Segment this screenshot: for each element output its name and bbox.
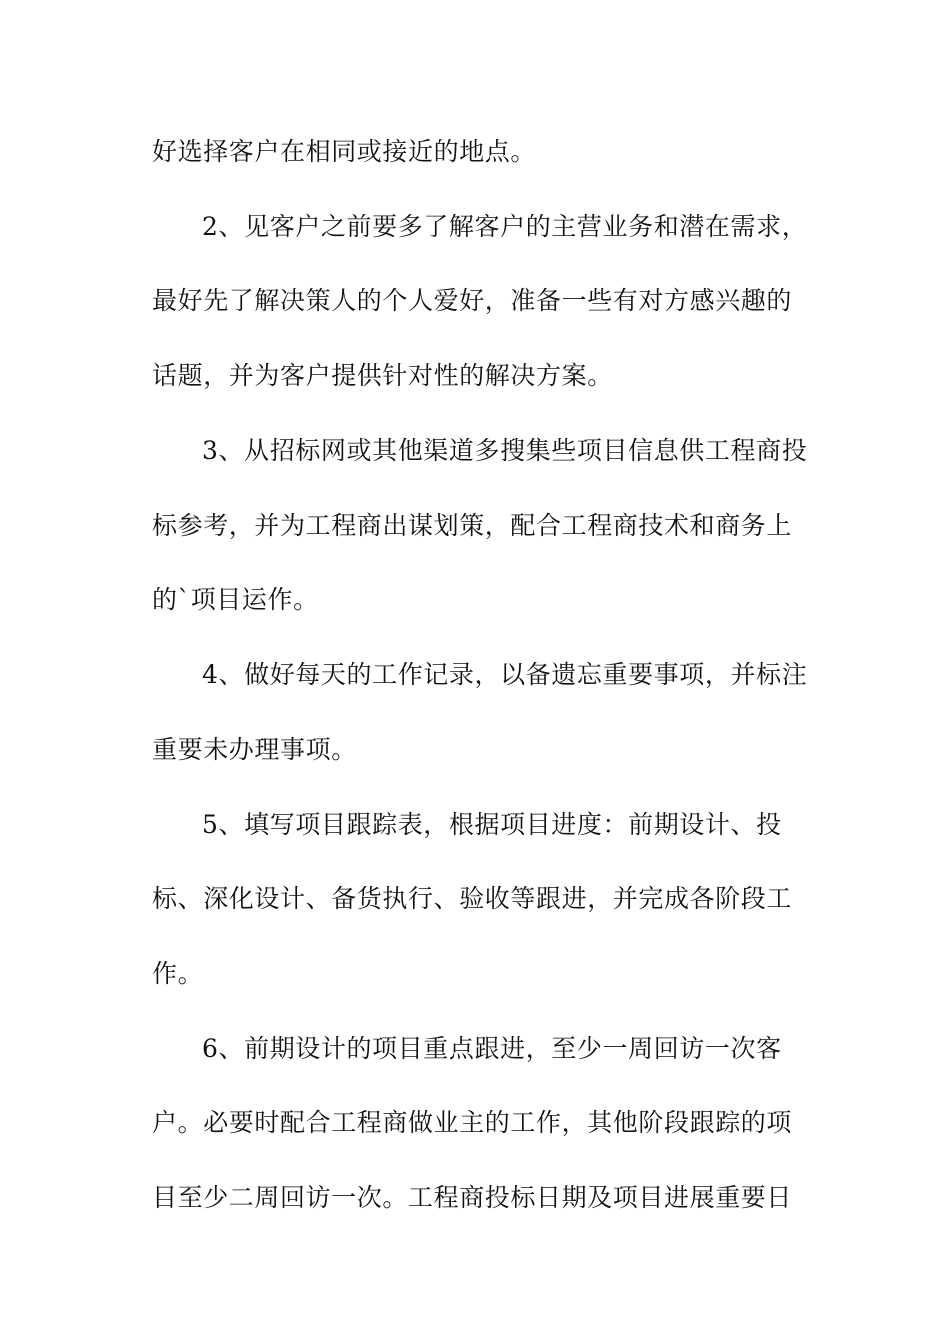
text-line: 标、深化设计、备货执行、验收等跟进，并完成各阶段工 xyxy=(152,884,793,913)
text-line: 标参考，并为工程商出谋划策，配合工程商技术和商务上 xyxy=(152,511,793,540)
text-line: 2、见客户之前要多了解客户的主营业务和潜在需求， xyxy=(202,212,808,241)
text-line: 作。 xyxy=(152,959,204,988)
text-line: 户。必要时配合工程商做业主的工作，其他阶段跟踪的项 xyxy=(152,1108,793,1137)
text-line: 5、填写项目跟踪表，根据项目进度：前期设计、投 xyxy=(202,810,782,839)
text-line: 最好先了解决策人的个人爱好，准备一些有对方感兴趣的 xyxy=(152,286,793,315)
text-line: 话题，并为客户提供针对性的解决方案。 xyxy=(152,361,613,390)
text-line: 好选择客户在相同或接近的地点。 xyxy=(152,137,537,166)
text-line: 3、从招标网或其他渠道多搜集些项目信息供工程商投 xyxy=(202,436,808,465)
text-line: 重要未办理事项。 xyxy=(152,735,357,764)
text-line: 的`项目运作。 xyxy=(152,585,319,614)
text-line: 目至少二周回访一次。工程商投标日期及项目进展重要日 xyxy=(152,1183,793,1212)
text-line: 4、做好每天的工作记录，以备遗忘重要事项，并标注 xyxy=(202,660,808,689)
text-line: 6、前期设计的项目重点跟进，至少一周回访一次客 xyxy=(202,1034,782,1063)
